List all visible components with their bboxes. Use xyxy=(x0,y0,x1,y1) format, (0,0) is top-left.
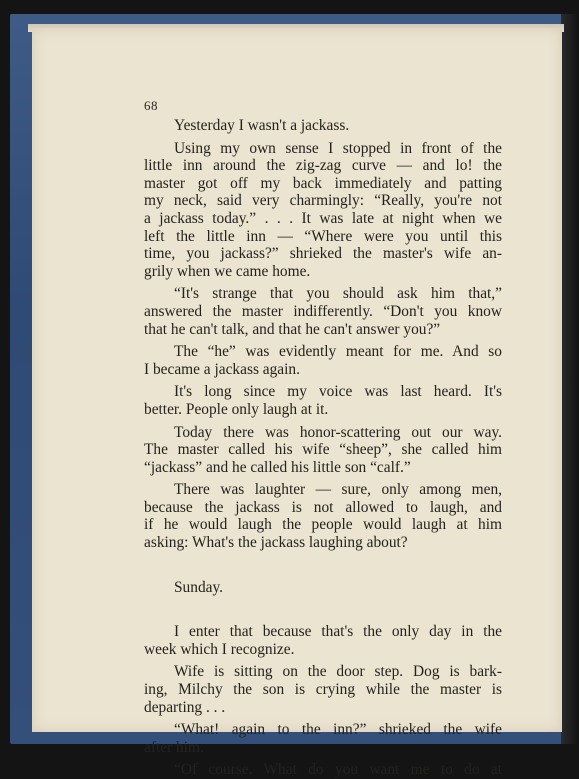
text-line: I enter that because that's the only day in the xyxy=(174,623,502,641)
text-line: “It's strange that you should ask him that,” xyxy=(174,285,502,303)
text-line: “What! again to the inn?” shrieked the wife xyxy=(174,721,502,739)
text-line: that he can't talk, and that he can't answer you?” xyxy=(144,320,441,338)
text-line: Yesterday I wasn't a jackass. xyxy=(174,117,350,134)
text-line: ing, Milchy the son is crying while the master is xyxy=(144,681,502,699)
text-line: grily when we came home. xyxy=(144,262,311,280)
text-line: if he would laugh the people would laugh at him xyxy=(144,516,502,534)
text-line: better. People only laugh at it. xyxy=(144,400,329,418)
text-line: Using my own sense I stopped in front of the xyxy=(174,139,502,157)
text-line: a jackass today.” . . . It was late at night when we xyxy=(144,209,502,227)
text-line: The “he” was evidently meant for me. And so xyxy=(174,343,502,361)
text-line: because the jackass is not allowed to laugh, and xyxy=(144,498,502,516)
text-line: I became a jackass again. xyxy=(144,360,300,378)
text-line: It's long since my voice was last heard. It's xyxy=(174,383,502,401)
text-line: after him. xyxy=(144,738,204,756)
text-line: Sunday. xyxy=(174,578,224,596)
text-line: “jackass” and he called his little son “calf.” xyxy=(144,458,411,476)
text-line: The master called his wife “sheep”, she called him xyxy=(144,441,502,459)
text-line: week which I recognize. xyxy=(144,640,295,658)
text-line: time, you jackass?” shrieked the master's wife an- xyxy=(144,245,502,263)
text-line: departing . . . xyxy=(144,698,226,716)
paragraph-gap xyxy=(144,557,502,579)
page-number: 68 xyxy=(144,98,158,113)
body-text xyxy=(144,117,502,779)
text-line: little inn around the zig-zag curve — and lo! the xyxy=(144,157,502,175)
paragraph-gap xyxy=(144,601,502,623)
text-line: “Of course. What do you want me to do at xyxy=(174,761,502,779)
text-line: asking: What's the jackass laughing about? xyxy=(144,534,408,552)
text-line: answered the master indifferently. “Don't you know xyxy=(144,302,502,320)
text-line: Wife is sitting on the door step. Dog is bark- xyxy=(174,663,502,681)
text-line: my neck, said very charmingly: “Really, you're not xyxy=(144,192,502,210)
text-line: master got off my back immediately and patting xyxy=(144,174,502,192)
text-line: There was laughter — sure, only among men, xyxy=(174,481,502,499)
text-line: left the little inn — “Where were you until this xyxy=(144,227,502,245)
text-line: Today there was honor-scattering out our way. xyxy=(174,423,502,441)
